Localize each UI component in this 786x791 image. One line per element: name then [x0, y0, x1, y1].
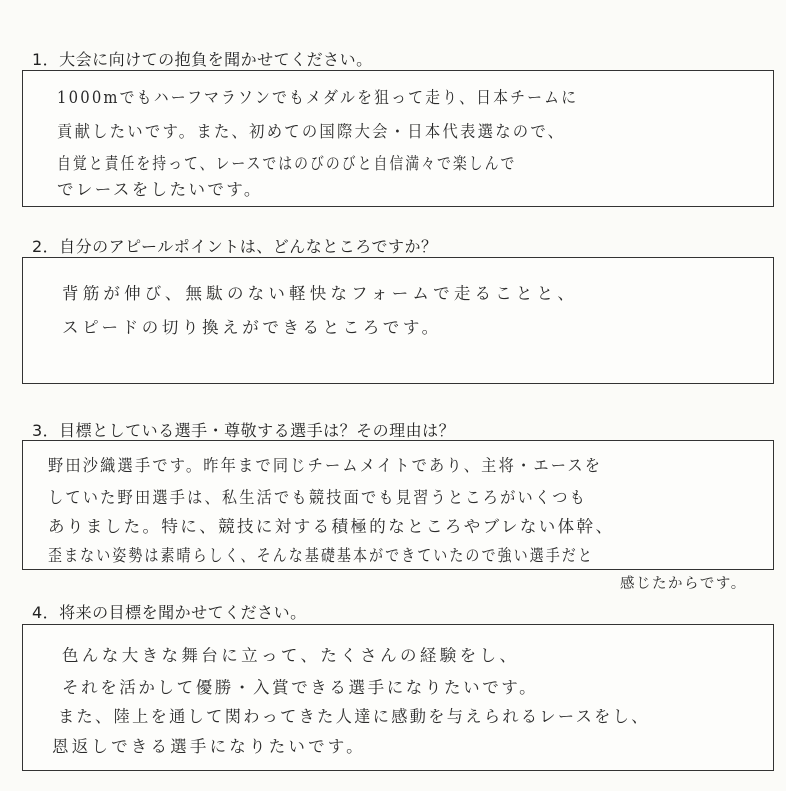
answer-line: 歪まない姿勢は素晴らしく、そんな基礎基本ができていたので強い選手だと: [48, 546, 594, 565]
answer-line: 恩返しできる選手になりたいです。: [52, 737, 366, 756]
question-title-1: 1．大会に向けての抱負を聞かせてください。: [32, 50, 373, 69]
answer-line: 1000mでもハーフマラソンでもメダルを狙って走り、日本チームに: [57, 88, 579, 107]
answer-line: していた野田選手は、私生活でも競技面でも見習うところがいくつも: [48, 488, 588, 507]
question-title-2: 2．自分のアピールポイントは、どんなところですか？: [32, 237, 438, 256]
answer-line: ありました。特に、競技に対する積極的なところやブレない体幹、: [48, 517, 615, 536]
answer-line: でレースをしたいです。: [57, 180, 263, 199]
answer-line: スピードの切り換えができるところです。: [62, 318, 442, 337]
answer-line: 野田沙織選手です。昨年まで同じチームメイトであり、主将・エースを: [48, 456, 603, 475]
answer-line: それを活かして優勝・入賞できる選手になりたいです。: [62, 678, 539, 697]
question-title-4: 4．将来の目標を聞かせてください。: [32, 603, 307, 622]
question-title-3: 3．目標としている選手・尊敬する選手は？その理由は？: [32, 421, 456, 440]
answer-line: また、陸上を通して関わってきた人達に感動を与えられるレースをし、: [58, 707, 650, 726]
answer-line: 自覚と責任を持って、レースではのびのびと自信満々で楽しんで: [57, 154, 517, 173]
answer-line: 色んな大きな舞台に立って、たくさんの経験をし、: [62, 646, 520, 665]
answer-overflow-note: 感じたからです。: [620, 576, 747, 592]
answer-line: 背筋が伸び、無駄のない軽快なフォームで走ることと、: [62, 284, 579, 303]
answer-line: 貢献したいです。また、初めての国際大会・日本代表選なので、: [57, 122, 566, 141]
